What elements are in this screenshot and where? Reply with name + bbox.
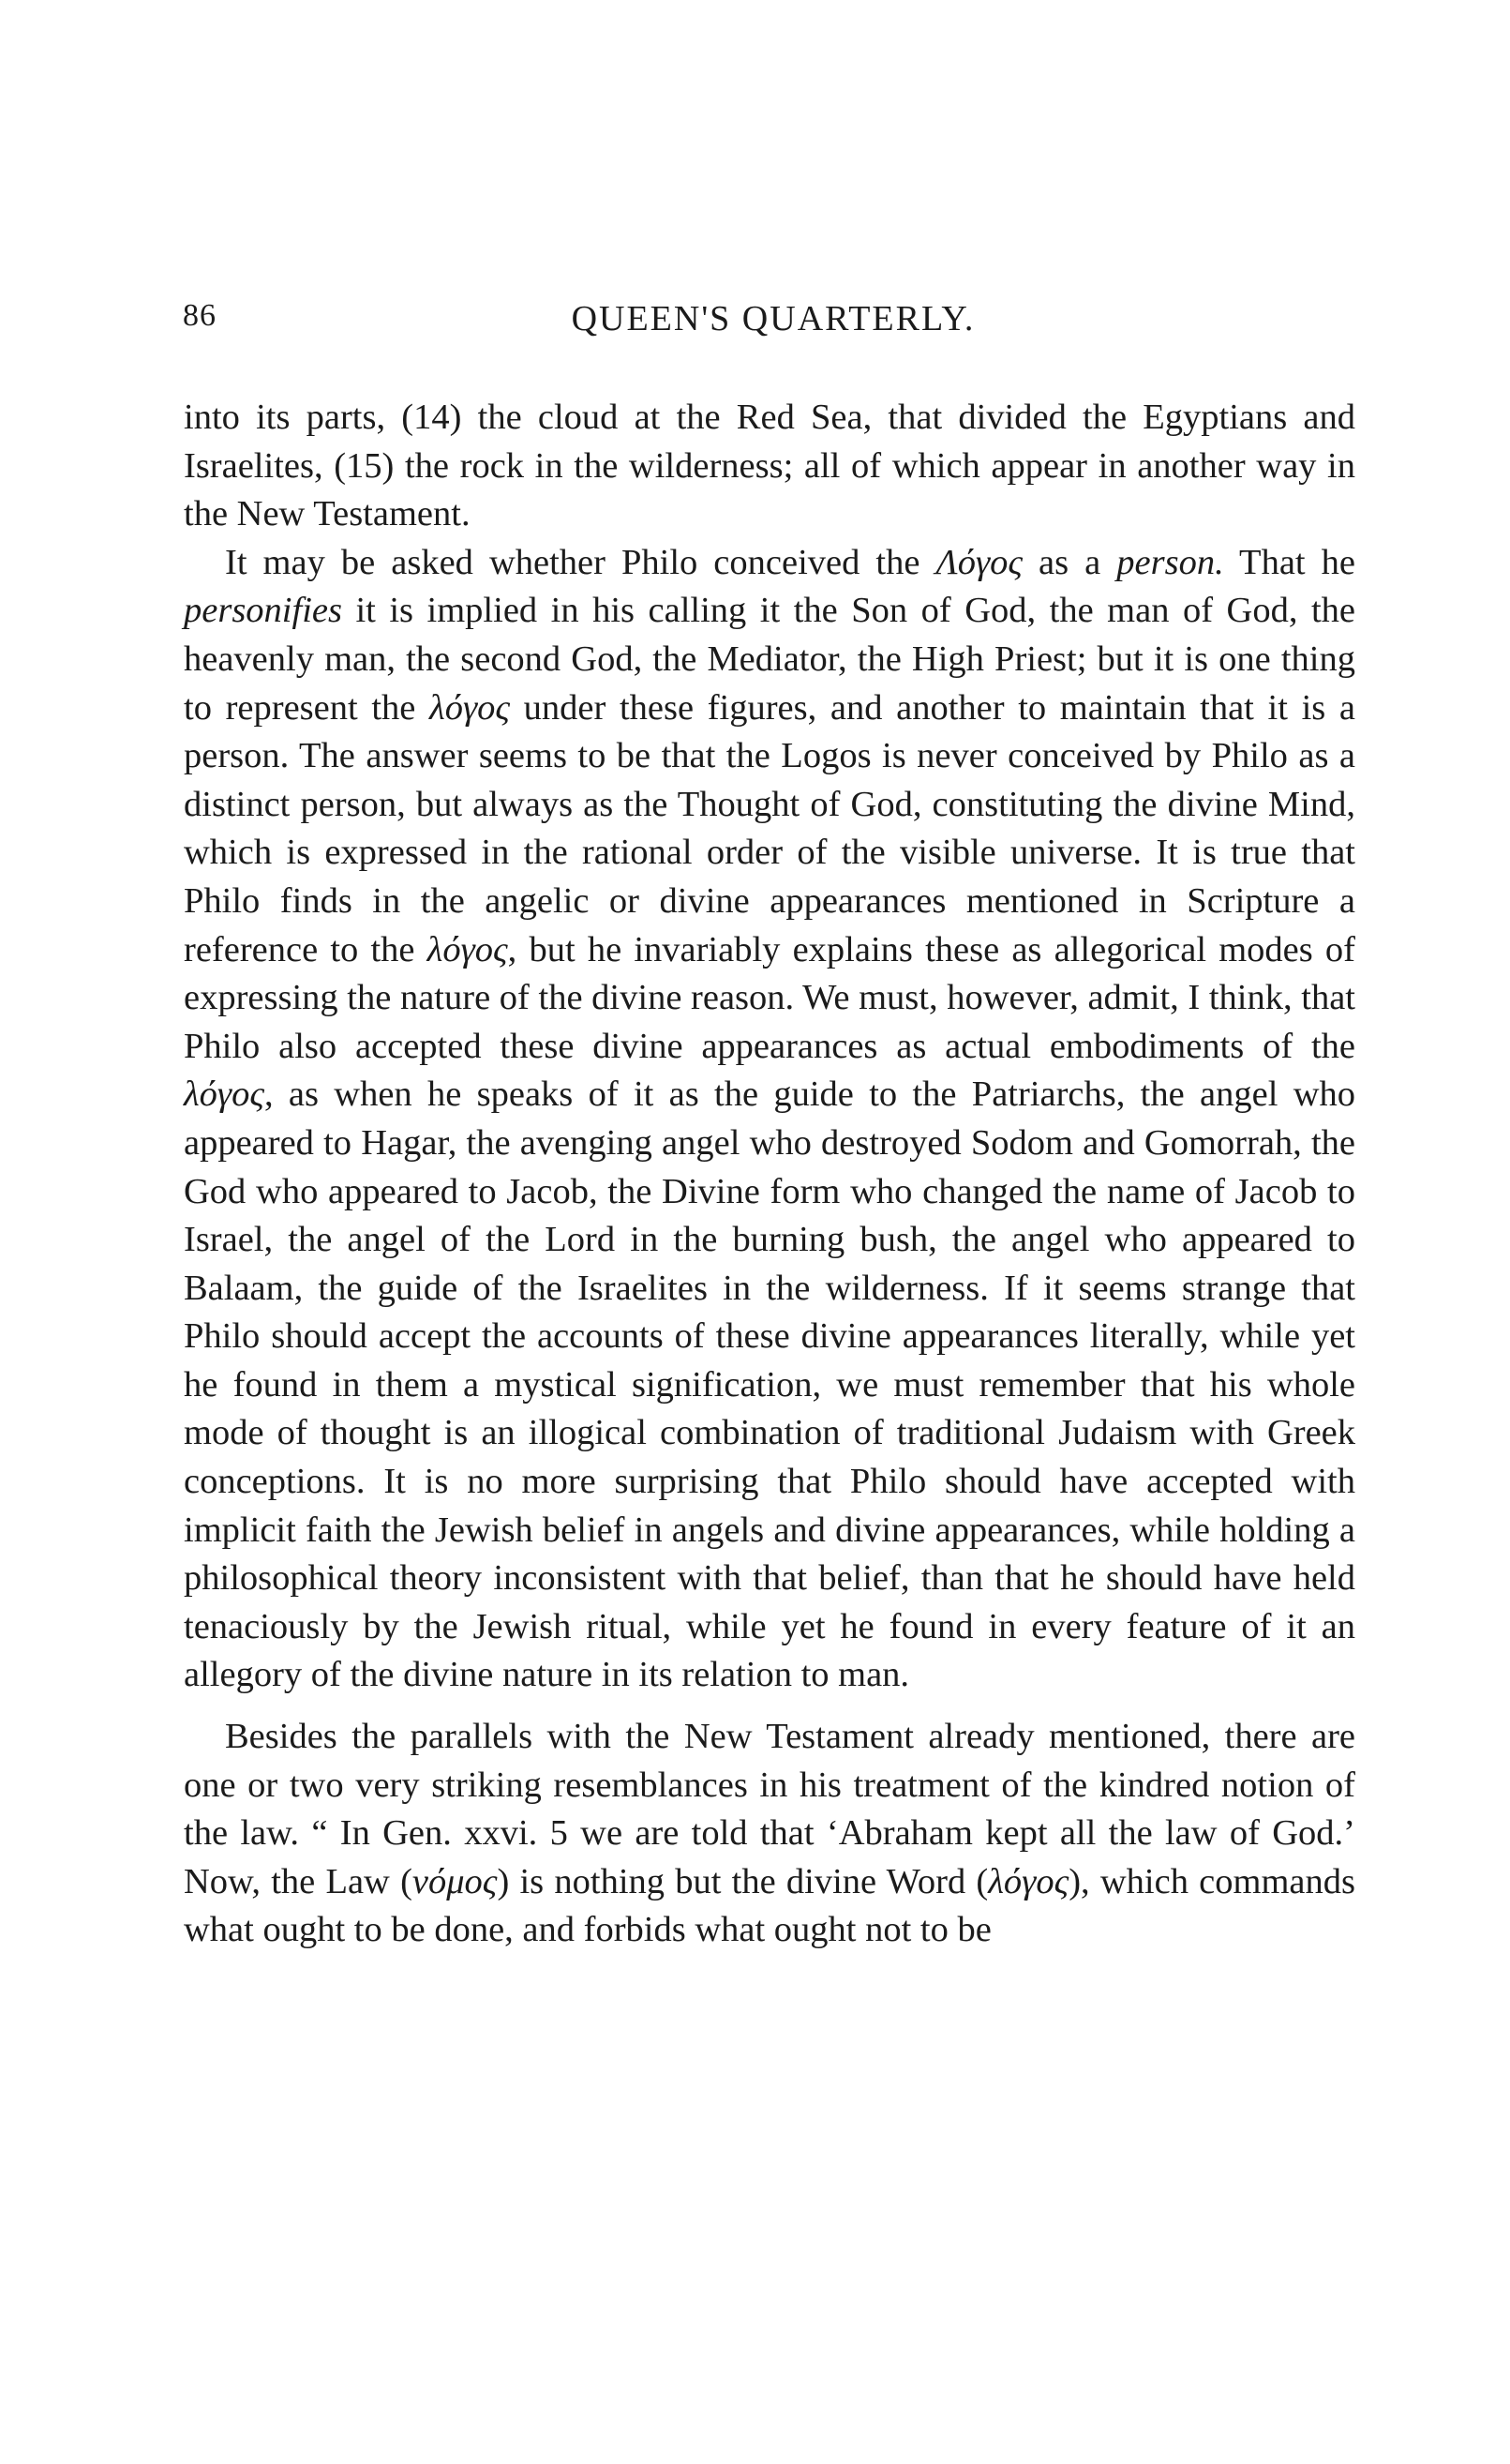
italic-text: λόγος bbox=[988, 1861, 1069, 1901]
text-run: That he bbox=[1223, 542, 1355, 582]
italic-text: λόγος bbox=[429, 687, 510, 728]
paragraph-p1 bbox=[184, 394, 1355, 539]
paragraph-p3 bbox=[184, 1713, 1355, 1955]
text-run: , but he invariably explains these as allegorical modes of expressing the nature of the divine reason. We must, however, admit, I think, that Philo also accepted these divine appearances as actual embodiments of the bbox=[184, 929, 1355, 1066]
paragraph-p2 bbox=[184, 539, 1355, 1700]
italic-text: λόγος bbox=[184, 1074, 264, 1115]
running-head: QUEEN'S QUARTERLY. bbox=[571, 299, 976, 338]
text-run: as a bbox=[1023, 542, 1117, 582]
italic-text: Λόγος bbox=[935, 542, 1024, 582]
italic-text: νόμος bbox=[411, 1861, 498, 1901]
text-run: it is implied in his calling it the Son of God, the man of God, the heavenly man, the second God, the Mediator, the High Priest; but it is one thing to represent the bbox=[184, 591, 1355, 728]
text-run: ) is nothing but the divine Word ( bbox=[497, 1861, 989, 1901]
text-run: ), which commands what ought to be done, and forbids what ought not to be bbox=[184, 1861, 1355, 1950]
text-run: It may be asked whether Philo conceived the bbox=[225, 542, 936, 582]
page-number: 86 bbox=[183, 298, 217, 333]
italic-text: person. bbox=[1116, 542, 1224, 582]
text-run: into its parts, (14) the cloud at the Red Sea, that divided the Egyptians and Israelites, (15) the rock in the wilderness; all of which appear in another way in the New Testament. bbox=[184, 398, 1355, 534]
italic-text: personifies bbox=[184, 591, 342, 631]
page-header bbox=[183, 298, 1364, 345]
text-run: , as when he speaks of it as the guide to the Patriarchs, the angel who appeared to Hagar, the avenging angel who destroyed Sodom and Gomorrah, the God who appeared to Jacob, the Divine form who changed the name of Jacob to Israel, the angel of the Lord in the burning bush, the angel who appeared to Balaam, the guide of the Israelites in the wilderness. If it seems strange that Philo should accept the accounts of these divine appearances literally, while yet he found in them a mystical signification, we must remember that his whole mode of thought is an illogical combination of traditional Judaism with Greek conceptions. It is no more surprising that Philo should have accepted with implicit faith the Jewish belief in angels and divine appearances, while holding a philosophical theory inconsistent with that belief, than that he should have held tenaciously by the Jewish ritual, while yet he found in every feature of it an allegory of the divine nature in its relation to man. bbox=[184, 1074, 1355, 1695]
body-text bbox=[184, 394, 1355, 1955]
text-run: Besides the parallels with the New Testament already mentioned, there are one or two very striking resemblances in his treatment of the kindred notion of the law. “ In Gen. xxvi. 5 we are told that ‘Abraham kept all the law of God.’ Now, the Law ( bbox=[184, 1717, 1355, 1901]
text-run: under these figures, and another to maintain that it is a person. The answer seems to be that the Logos is never conceived by Philo as a distinct person, but always as the Thought of God, constituting the divine Mind, which is expressed in the rational order of the visible universe. It is true that Philo finds in the angelic or divine appearances mentioned in Scripture a reference to the bbox=[184, 687, 1355, 969]
italic-text: λόγος bbox=[426, 929, 508, 969]
